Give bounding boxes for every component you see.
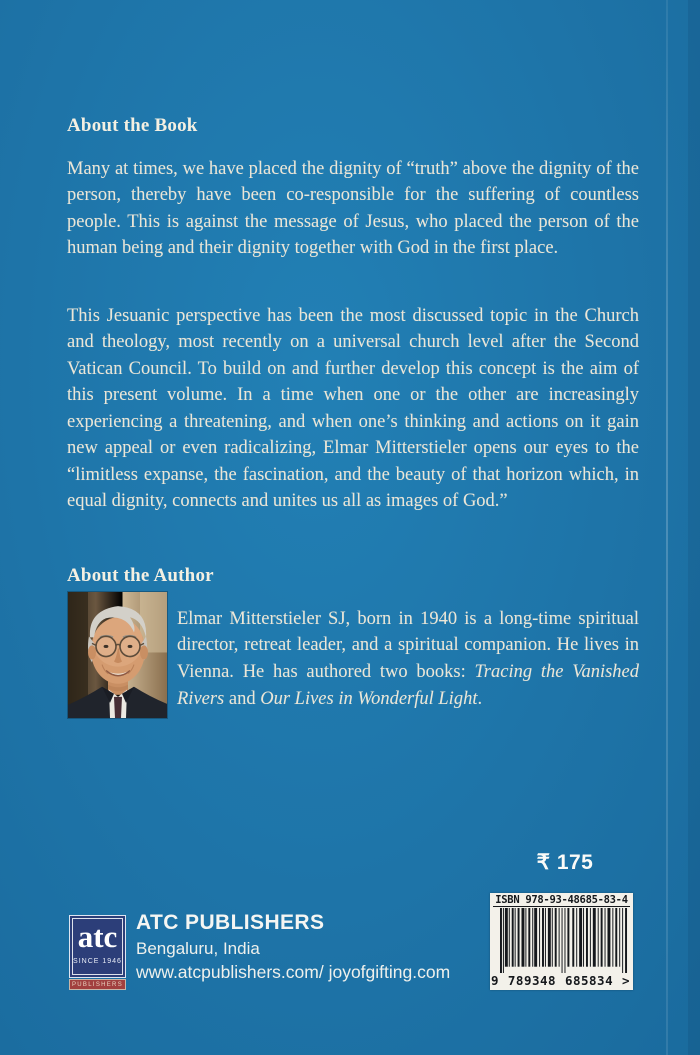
isbn-number: ISBN 978-93-48685-83-4 xyxy=(493,893,630,907)
author-book-title-2: Our Lives in Wonderful Light xyxy=(260,688,478,709)
about-book-paragraph-1: Many at times, we have placed the dignity of “truth” above the dignity of the person, thereby have been co-responsible for the suffering of countless people. This is against the message of Jesus, who placed the person of the human being and their dignity together with God in the first place. xyxy=(67,158,639,258)
author-bio xyxy=(177,606,639,713)
author-book-title-1: Tracing the Vanished Rivers xyxy=(177,662,639,709)
publisher-city: Bengaluru, India xyxy=(136,939,260,958)
author-bio-intro: Elmar Mitterstieler SJ, born in 1940 is a long-time spiritual director, retreat leader, and a spiritual companion. He lives in Vienna. He has authored two books: xyxy=(177,608,639,683)
atc-logo-inner xyxy=(72,918,123,975)
isbn-barcode xyxy=(490,893,633,990)
atc-logo xyxy=(69,915,126,978)
barcode-digit-group-2: 685834 xyxy=(564,973,614,988)
barcode-digits xyxy=(490,973,633,990)
barcode-digit-lead: 9 xyxy=(491,973,500,988)
author-photo xyxy=(68,592,167,718)
atc-logo-monogram: atc xyxy=(77,919,118,954)
author-bio-end: . xyxy=(477,688,483,709)
publisher-website: www.atcpublishers.com/ joyofgifting.com xyxy=(136,962,451,982)
atc-logo-publishers-strip: PUBLISHERS xyxy=(69,979,126,990)
about-book-paragraph-2: This Jesuanic perspective has been the most discussed topic in the Church and theology, most recently on a universal church level after the Second Vatican Council. To build on and further develop this concept is the aim of this present volume. In a time when one or the other are increasingly experiencing a threatening, and when one’s thinking and actions on it gain new appeal or even radicalizing, Elmar Mitterstieler opens our eyes to the “limitless expanse, the fascination, and the beauty of that horizon which, in equal dignity, connects and unites us all as images of God.” xyxy=(67,305,639,511)
price-label: ₹ 175 xyxy=(536,851,594,874)
barcode-bars xyxy=(500,908,628,973)
about-author-heading: About the Author xyxy=(67,564,214,586)
cover-crease-line xyxy=(666,0,668,1055)
publisher-name: ATC PUBLISHERS xyxy=(136,911,325,934)
barcode-digit-group-1: 789348 xyxy=(507,973,557,988)
cover-right-edge-shadow xyxy=(688,0,700,1055)
barcode-digit-tail: > xyxy=(621,973,630,988)
author-bio-and: and xyxy=(224,688,261,709)
about-book-heading: About the Book xyxy=(67,114,198,136)
atc-logo-since: SINCE 1946 xyxy=(73,958,122,965)
